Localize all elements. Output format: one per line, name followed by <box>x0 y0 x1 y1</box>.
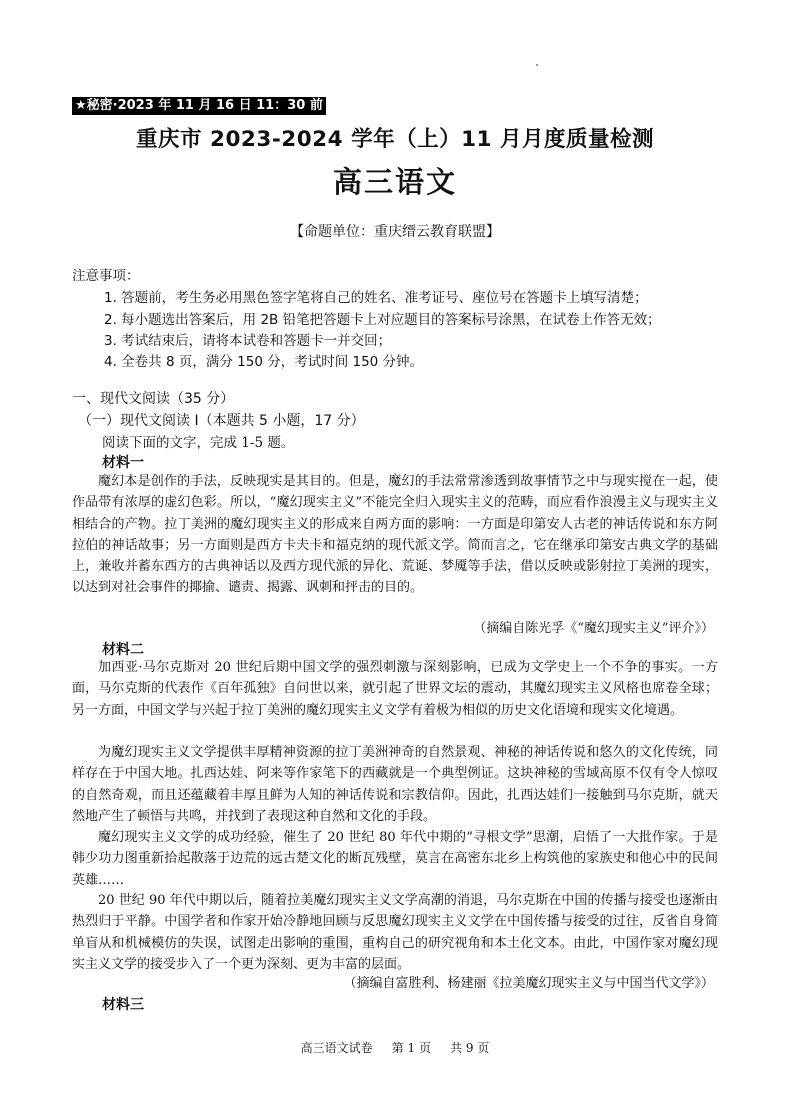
footer-page-number: 1 <box>407 1041 416 1055</box>
footer-total-pages: 9 <box>465 1041 474 1055</box>
instruction: 阅读下面的文字，完成 1-5 题。 <box>102 435 295 451</box>
footer-total-suffix: 页 <box>477 1041 490 1055</box>
scan-dot <box>536 64 538 66</box>
footer-total-prefix: 共 <box>450 1041 463 1055</box>
material-2-paragraph: 20 世纪 90 年代中期以后，随着拉美魔幻现实主义文学高潮的消退，马尔克斯在中国的传播与接受也逐渐由热烈归于平静。中国学者和作家开始冷静地回顾与反思魔幻现实主义文学在中国传播与接受的过往，反省自身简单盲从和机械模仿的失误，试图走出影响的重围，重构自己的研究视角和本土化文本。由此，中国作家对魔幻现实主义文学的接受步入了一个更为深刻、更为丰富的层面。 <box>72 893 718 972</box>
exam-title: 重庆市 2023-2024 学年（上）11 月月度质量检测 <box>136 127 654 152</box>
secret-label: ★秘密·2023 年 11 月 16 日 11：30 前 <box>72 97 326 115</box>
footer-exam-name: 高三语文试卷 <box>300 1041 373 1055</box>
material-2-label: 材料二 <box>102 642 144 658</box>
section-title: 一、现代文阅读（35 分） <box>72 391 235 407</box>
material-2-paragraph: 加西亚·马尔克斯对 20 世纪后期中国文学的强烈刺激与深刻影响，已成为文学史上一个不争的事实。一方面，马尔克斯的代表作《百年孤独》自问世以来，就引起了世界文坛的震动，其魔幻现实主义风格也席卷全球；另一方面，中国文学与兴起于拉丁美洲的魔幻现实主义文学有着极为相似的历史文化语境和现实文化境遇。 <box>72 660 718 718</box>
footer-page-suffix: 页 <box>418 1041 431 1055</box>
material-1-source: （摘编自陈光孚《“魔幻现实主义”评介》） <box>473 621 714 636</box>
notice-item: 4. 全卷共 8 页，满分 150 分，考试时间 150 分钟。 <box>104 354 424 370</box>
notice-item: 3. 考试结束后，请将本试卷和答题卡一并交回； <box>104 333 392 349</box>
notice-heading: 注意事项： <box>72 268 140 284</box>
material-1-paragraph: 魔幻本是创作的手法，反映现实是其目的。但是，魔幻的手法常常渗透到故事情节之中与现实搅在一起，使作品带有浓厚的虚幻色彩。所以，“魔幻现实主义”不能完全归入现实主义的范畴，而应看作浪漫主义与现实主义相结合的产物。拉丁美洲的魔幻现实主义的形成来自两方面的影响：一方面是印第安人古老的神话传说和东方阿拉伯的神话故事；另一方面则是西方卡夫卡和福克纳的现代派文学。简而言之，它在继承印第安古典文学的基础上，兼收并蓄东西方的古典神话以及西方现代派的异化、荒诞、梦魇等手法，借以反映或影射拉丁美洲的现实，以达到对社会事件的揶揄、谴责、揭露、讽刺和抨击的目的。 <box>72 474 718 596</box>
material-2-paragraph: 魔幻现实主义文学的成功经验，催生了 20 世纪 80 年代中期的“寻根文学”思潮，启悟了一大批作家。于是韩少功力图重新拾起散落于边荒的远古楚文化的断瓦残壁，莫言在高密东北乡上构筑他的家族史和他心中的民间英雄…… <box>72 830 718 888</box>
setter-unit: 【命题单位：重庆缙云教育联盟】 <box>290 224 500 240</box>
footer-page-prefix: 第 <box>391 1041 404 1055</box>
material-2-source: （摘编自富胜利、杨建丽《拉美魔幻现实主义与中国当代文学》） <box>343 976 714 991</box>
notice-item: 2. 每小题选出答案后，用 2B 铅笔把答题卡上对应题目的答案标号涂黑，在试卷上作答无效； <box>104 312 661 328</box>
material-3-label: 材料三 <box>102 997 144 1013</box>
notice-item: 1. 答题前，考生务必用黑色签字笔将自己的姓名、准考证号、座位号在答题卡上填写清楚； <box>104 290 648 306</box>
material-1-label: 材料一 <box>102 455 144 471</box>
subsection-title: （一）现代文阅读 I（本题共 5 小题，17 分） <box>78 413 365 429</box>
page-footer <box>0 1039 790 1056</box>
material-2-paragraph: 为魔幻现实主义文学提供丰厚精神资源的拉丁美洲神奇的自然景观、神秘的神话传说和悠久的文化传统，同样存在于中国大地。扎西达娃、阿来等作家笔下的西藏就是一个典型例证。这块神秘的雪域高原不仅有令人惊叹的自然奇观，而且还蕴藏着丰厚且鲜为人知的神话传说和宗教信仰。因此，扎西达娃们一接触到马尔克斯，就天然地产生了顿悟与共鸣，并找到了表现这种自然和文化的手段。 <box>72 745 718 824</box>
subject-title: 高三语文 <box>332 165 457 199</box>
